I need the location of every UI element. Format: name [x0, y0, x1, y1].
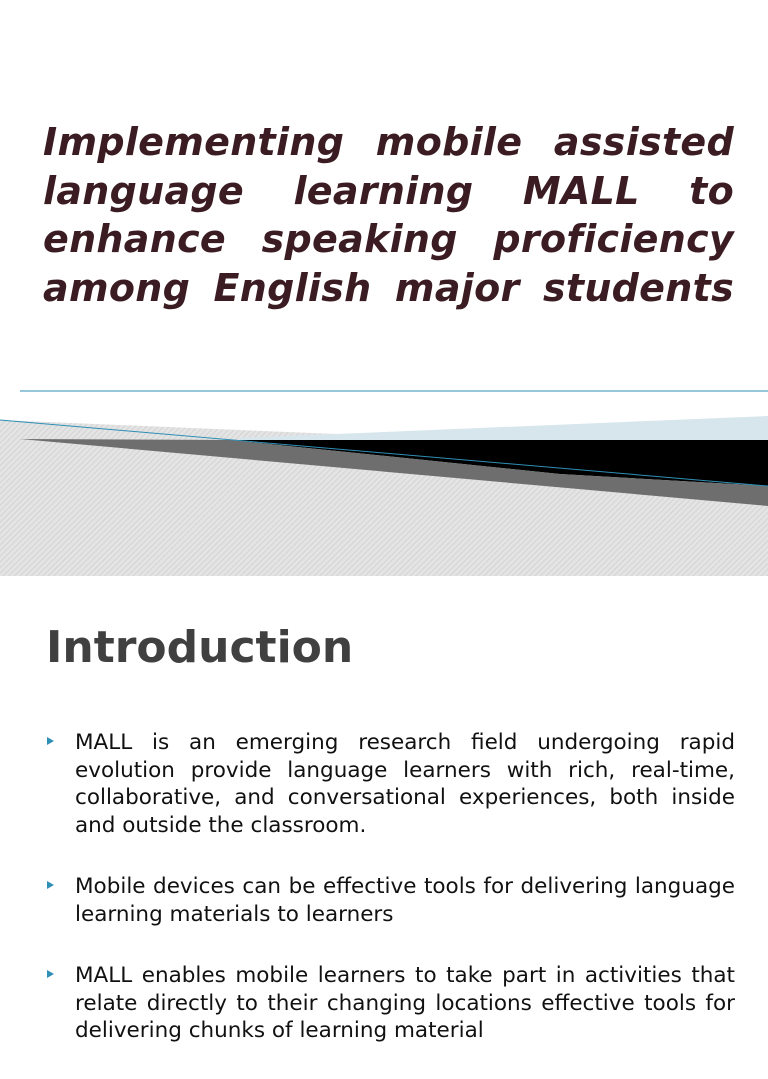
decorative-banner: [0, 386, 768, 576]
introduction-slide: [0, 576, 768, 1043]
triangle-right-icon: [47, 970, 54, 978]
bullet-text: MALL enables mobile learners to take part in activities that relate directly to their changing locations effective tools for delivering chunks of learning material: [75, 963, 735, 1043]
triangle-right-icon: [47, 737, 54, 745]
list-item: [46, 873, 735, 928]
light-blue-band: [240, 416, 768, 440]
list-item: [46, 962, 735, 1045]
slide-heading: Introduction: [46, 622, 354, 673]
list-item: [46, 729, 735, 839]
bullet-list: [46, 729, 735, 1079]
triangle-right-icon: [47, 881, 54, 889]
bullet-text: MALL is an emerging research field undergoing rapid evolution provide language learners with rich, real-time, collaborative, and conversational experiences, both inside and outside the classroom.: [75, 730, 735, 838]
bullet-text: Mobile devices can be effective tools for delivering language learning materials to learners: [75, 874, 735, 927]
slide-title: Implementing mobile assisted language learning MALL to enhance speaking proficiency among English major students: [43, 120, 734, 310]
